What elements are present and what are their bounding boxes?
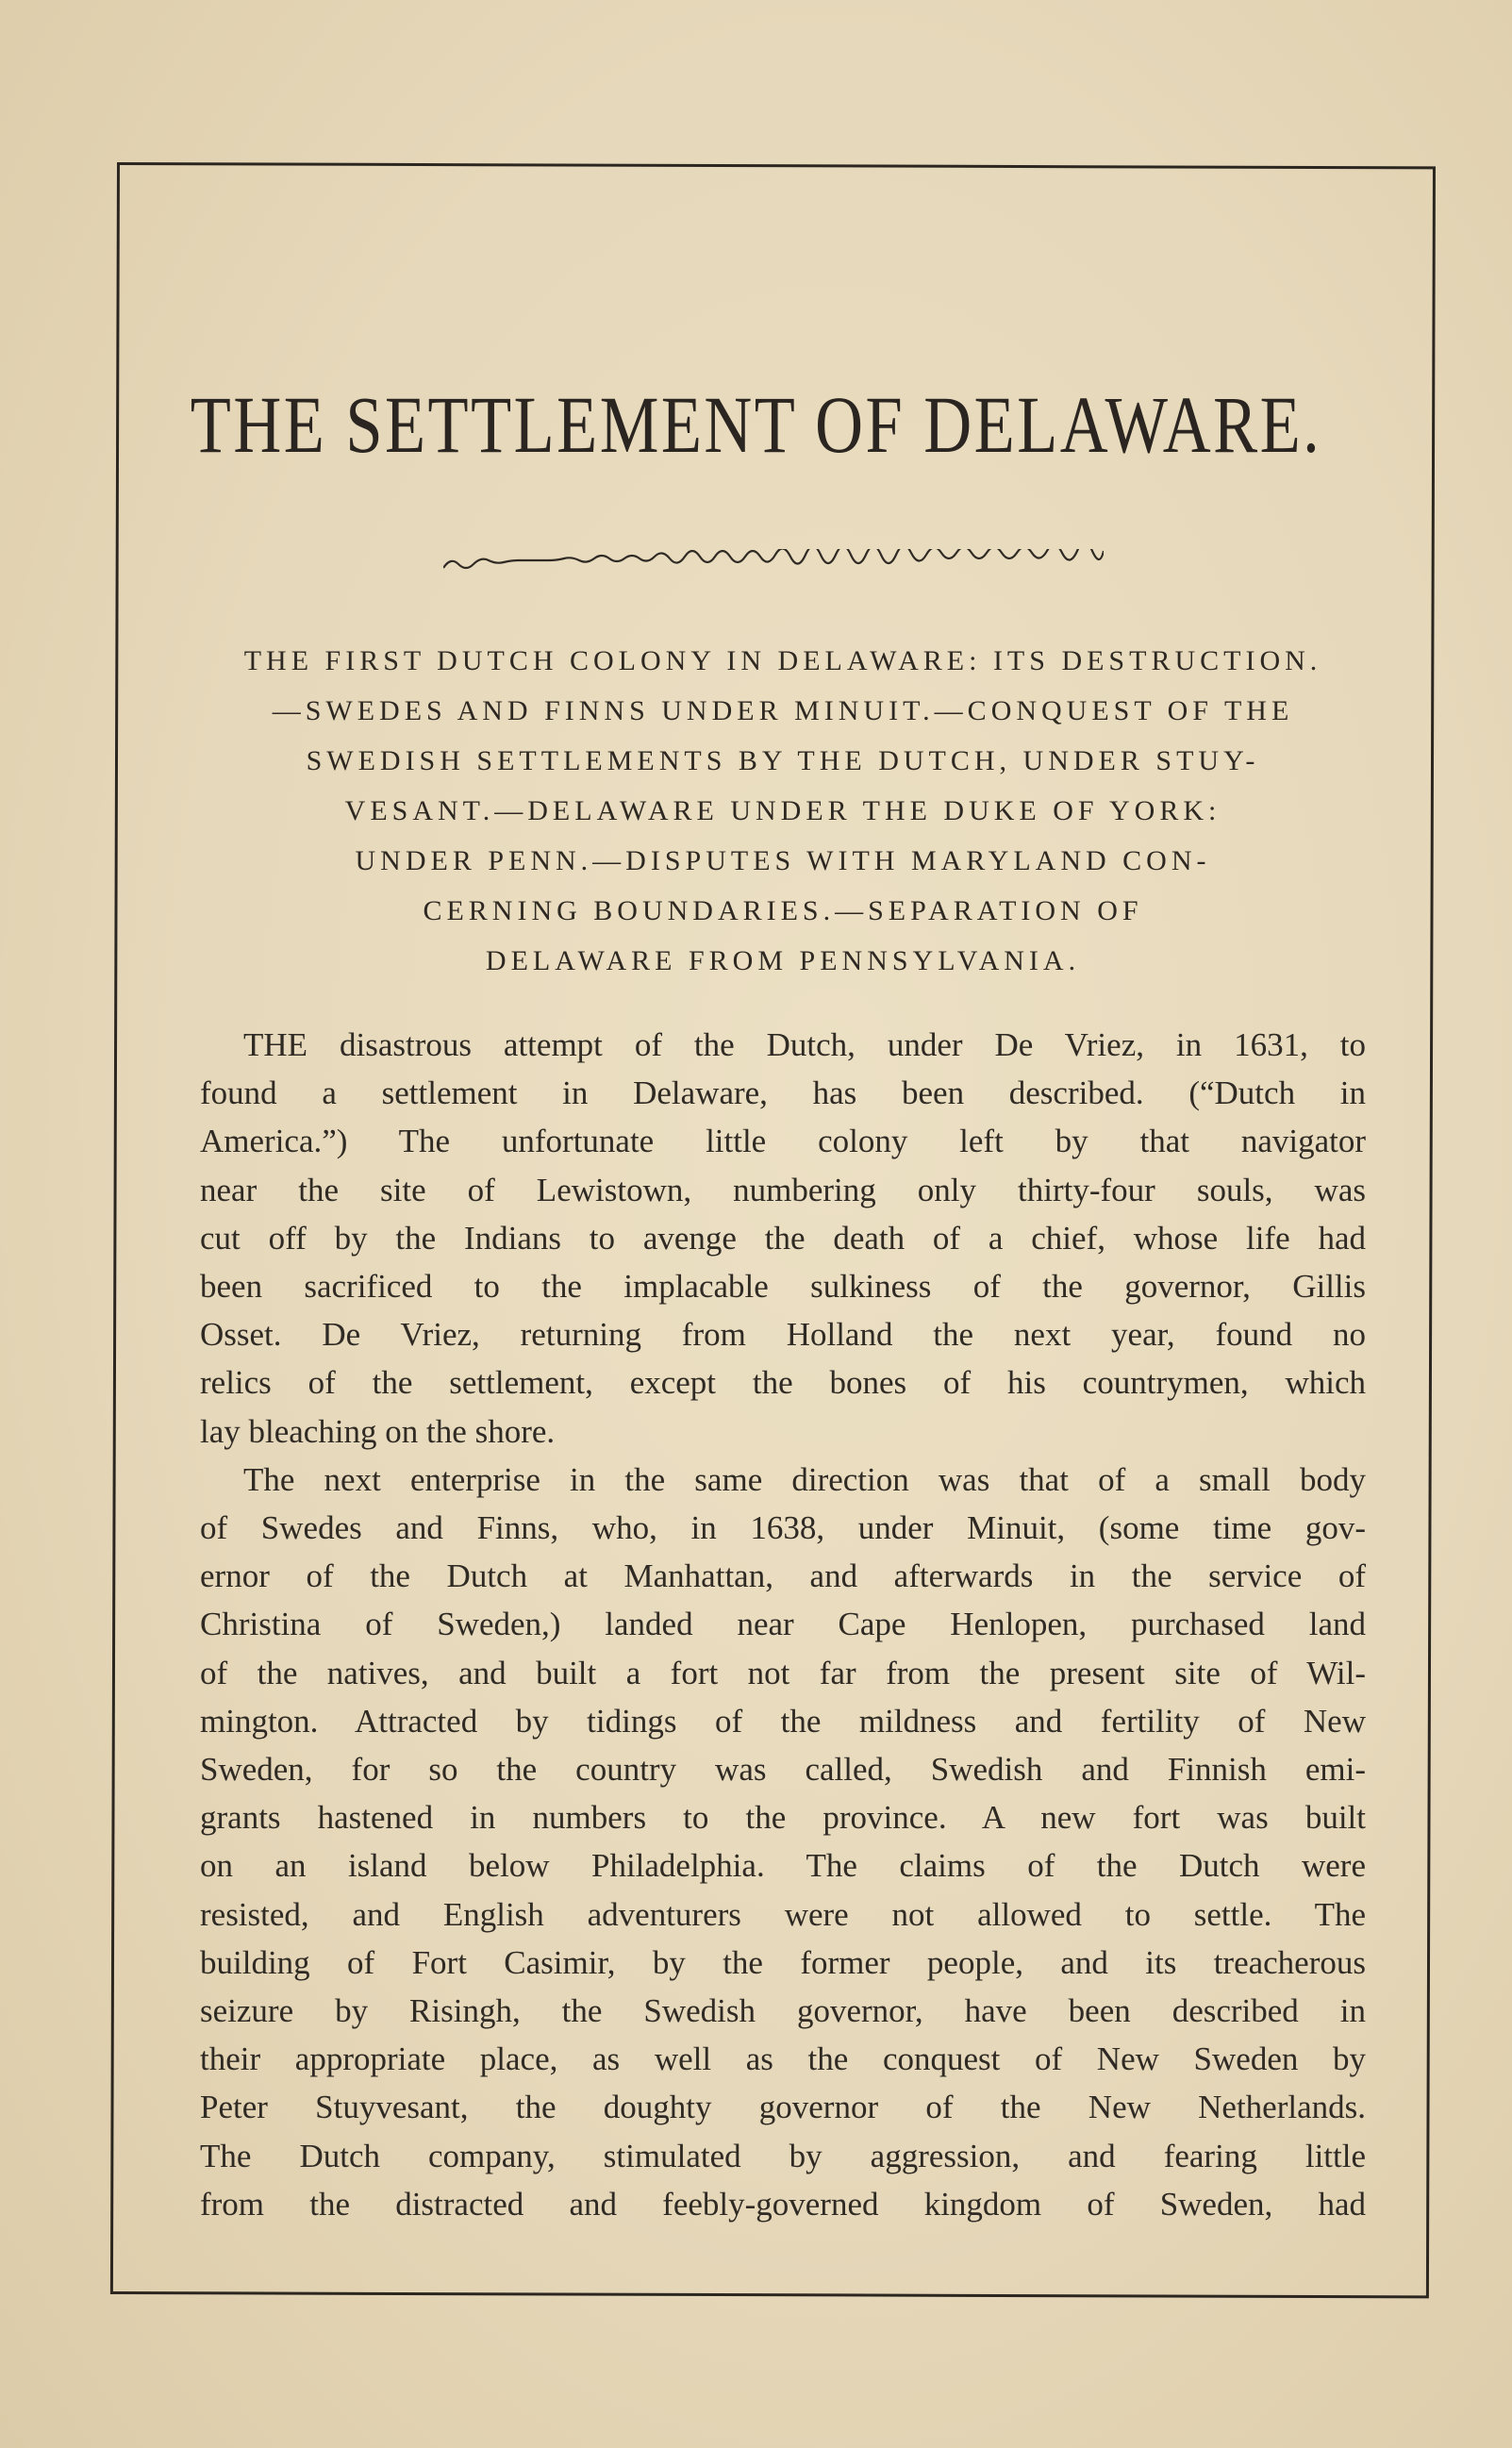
paragraph-line: Sweden, for so the country was called, Swedish and Finnish emi- <box>200 1751 1366 1789</box>
paragraph-line: lay bleaching on the shore. <box>200 1412 556 1450</box>
paragraph-line: seizure by Risingh, the Swedish governor, have been described in <box>200 1992 1366 2030</box>
chapter-title: THE SETTLEMENT OF DELAWARE. <box>190 379 1322 470</box>
paragraph-line: near the site of Lewistown, numbering only thirty-four souls, was <box>200 1171 1366 1208</box>
paragraph-line: resisted, and English adventurers were not allowed to settle. The <box>200 1895 1366 1933</box>
paragraph-line: relics of the settlement, except the bones of his countrymen, which <box>200 1364 1366 1402</box>
paragraph-line: building of Fort Casimir, by the former people, and its treacherous <box>200 1943 1366 1981</box>
paragraph-line: their appropriate place, as well as the conquest of New Sweden by <box>200 2040 1366 2078</box>
paragraph-line: found a settlement in Delaware, has been described. (“Dutch in <box>200 1074 1366 1112</box>
paragraph-line: on an island below Philadelphia. The claims of the Dutch were <box>200 1847 1366 1885</box>
paragraph-line: from the distracted and feebly-governed kingdom of Sweden, had <box>200 2185 1366 2223</box>
paragraph-line: of Swedes and Finns, who, in 1638, under Minuit, (some time gov- <box>200 1509 1366 1547</box>
summary-line: VESANT.—DELAWARE UNDER THE DUKE OF YORK: <box>344 795 1221 826</box>
paragraph-line: grants hastened in numbers to the province. A new fort was built <box>200 1799 1366 1837</box>
paragraph-line: mington. Attracted by tidings of the mildness and fertility of New <box>200 1702 1366 1740</box>
wavy-ornament-divider <box>443 549 1104 575</box>
paragraph-text: disastrous attempt of the Dutch, under De Vriez, in 1631, to <box>307 1026 1366 1063</box>
paragraph-line: Osset. De Vriez, returning from Holland the next year, found no <box>200 1316 1366 1354</box>
paragraph-line: The Dutch company, stimulated by aggression, and fearing little <box>200 2137 1366 2174</box>
summary-line: DELAWARE FROM PENNSYLVANIA. <box>485 945 1081 976</box>
paragraph-line: cut off by the Indians to avenge the death of a chief, whose life had <box>200 1219 1366 1257</box>
paragraph-2-first-line: The next enterprise in the same direction was that of a small body <box>243 1460 1366 1498</box>
drop-word: THE <box>243 1026 308 1063</box>
summary-line: THE FIRST DUTCH COLONY IN DELAWARE: ITS DESTRUCTION. <box>243 645 1322 676</box>
paragraph-1-first-line <box>200 1021 1366 1069</box>
paragraph-line: of the natives, and built a fort not far from the present site of Wil- <box>200 1654 1366 1691</box>
paragraph-line: Peter Stuyvesant, the doughty governor of the New Netherlands. <box>200 2089 1366 2126</box>
chapter-summary <box>179 636 1387 986</box>
paragraph-line: Christina of Sweden,) landed near Cape Henlopen, purchased land <box>200 1606 1366 1643</box>
summary-line: CERNING BOUNDARIES.—SEPARATION OF <box>423 895 1143 926</box>
paragraph-line: been sacrificed to the implacable sulkiness of the governor, Gillis <box>200 1268 1366 1306</box>
summary-line: UNDER PENN.—DISPUTES WITH MARYLAND CON- <box>355 845 1211 876</box>
summary-line: —SWEDES AND FINNS UNDER MINUIT.—CONQUEST OF THE <box>272 695 1294 726</box>
paragraph-line: America.”) The unfortunate little colony left by that navigator <box>200 1123 1366 1160</box>
paragraph-line: ernor of the Dutch at Manhattan, and afterwards in the service of <box>200 1557 1366 1595</box>
summary-line: SWEDISH SETTLEMENTS BY THE DUTCH, UNDER STUY- <box>306 745 1260 776</box>
body-text <box>200 1021 1366 2228</box>
